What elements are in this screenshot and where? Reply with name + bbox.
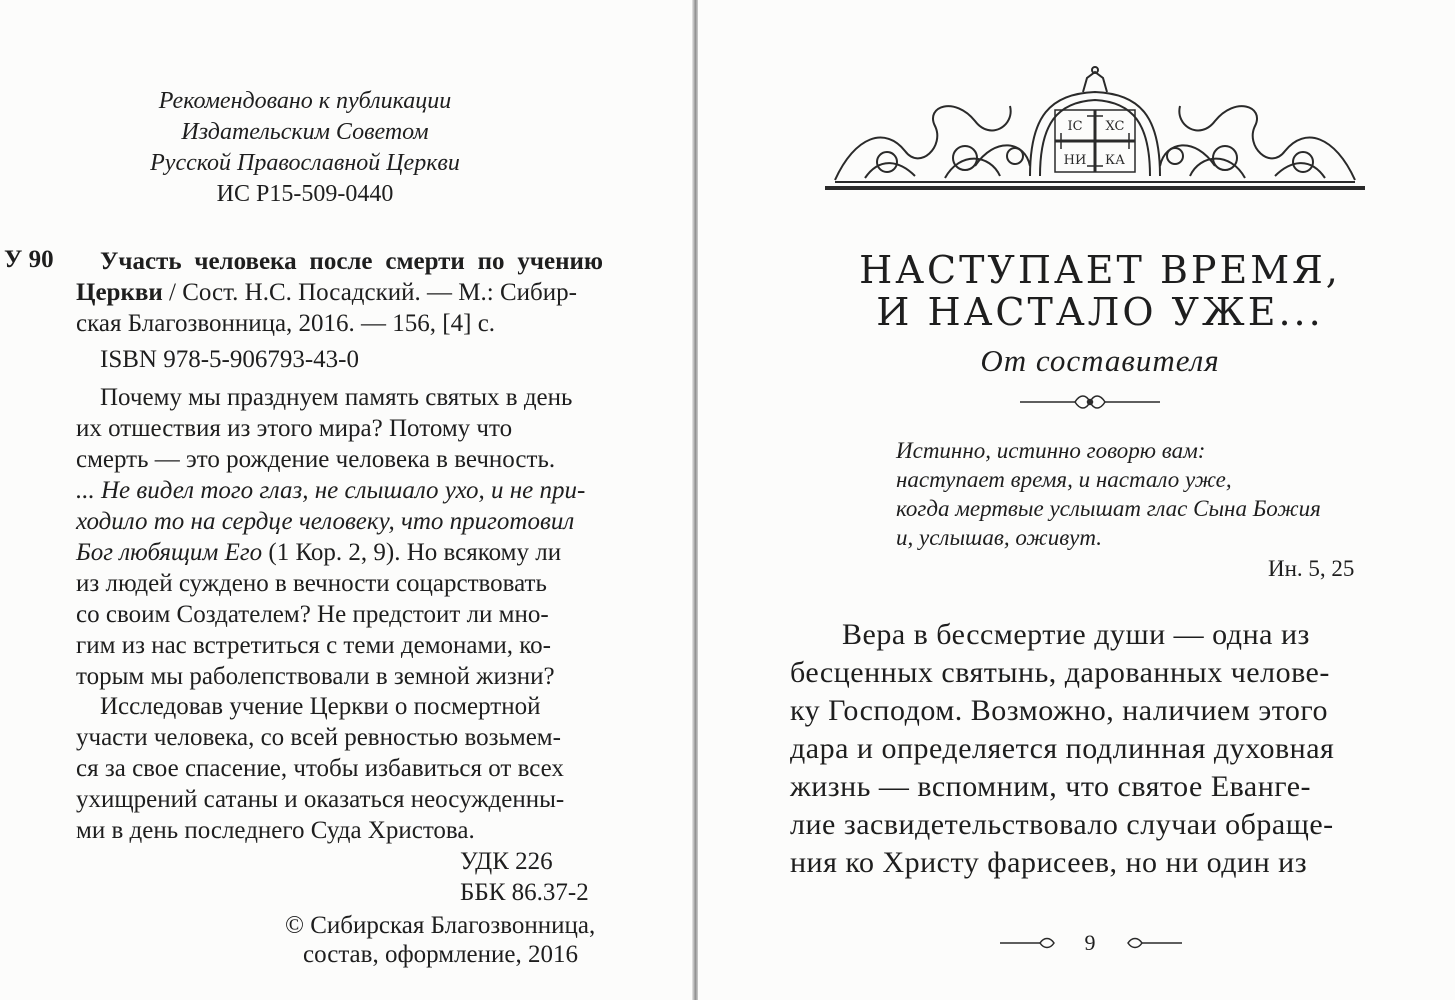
paragraph-line: из людей суждено в вечности соцарствовать [76, 570, 547, 597]
recommendation-line: Русской Православной Церкви [150, 150, 460, 176]
recommendation-line: Издательским Советом [181, 119, 429, 145]
paragraph-line: со своим Создателем? Не предстоит ли мно- [76, 601, 549, 628]
recommendation-code: ИС Р15-509-0440 [216, 181, 394, 207]
quote-reference: (1 Кор. 2, 9). Но всякому ли [262, 539, 562, 566]
quote-italic: Бог любящим Его [76, 539, 263, 566]
bib-line-3: ская Благозвонница, 2016. — 156, [4] с. [76, 310, 496, 337]
medallion-letters: XC [1105, 119, 1125, 134]
body-line: ку Господом. Возможно, наличием этого [790, 694, 1328, 727]
recommendation-line: Рекомендовано к публикации [158, 88, 452, 114]
copyright-line: © Сибирская Благозвонница, [285, 912, 596, 939]
chapter-title-line: НАСТУПАЕТ ВРЕМЯ, [859, 248, 1341, 292]
chapter-subtitle: От составителя [980, 343, 1220, 378]
paragraph-line: смерть — это рождение человека в вечность. [76, 446, 556, 473]
epigraph-line: Истинно, истинно говорю вам: [896, 438, 1206, 463]
ornamental-headpiece [825, 66, 1365, 206]
chapter-title-line: И НАСТАЛО УЖЕ... [876, 290, 1324, 334]
medallion-letters: НИ [1063, 153, 1087, 168]
page-number: 9 [1084, 930, 1096, 955]
paragraph-line: гим из нас встретиться с теми демонами, ко- [76, 632, 551, 659]
body-line: ния ко Христу фарисеев, но ни один из [790, 846, 1308, 879]
epigraph-reference: Ин. 5, 25 [1268, 556, 1355, 581]
body-line: лие засвидетельствовало случаи обраще- [790, 808, 1334, 841]
bbk-code: ББК 86.37-2 [460, 879, 589, 906]
paragraph-line: ми в день последнего Суда Христова. [76, 817, 475, 844]
body-line: Вера в бессмертие души — одна из [842, 618, 1310, 651]
quote-line-3 [76, 537, 561, 568]
body-line: дара и определяется подлинная духовная [790, 732, 1335, 765]
quote-line: ходило то на сердце человеку, что приготовил [76, 508, 575, 535]
paragraph-line: их отшествия из этого мира? Потому что [76, 415, 513, 442]
paragraph-line: Исследовав учение Церкви о посмертной [100, 693, 541, 720]
body-line: жизнь — вспомним, что святое Еванге- [790, 770, 1311, 803]
epigraph-line: наступает время, и настало уже, [896, 467, 1232, 492]
ornament-divider [1020, 392, 1160, 412]
bib-line-2 [76, 277, 577, 308]
paragraph-line: торым мы раболепствовали в земной жизни? [76, 663, 555, 690]
epigraph-line: и, услышав, оживут. [896, 525, 1103, 550]
copyright-line: состав, оформление, 2016 [303, 941, 579, 968]
medallion-letters: КА [1105, 153, 1125, 168]
bib-title-end: Церкви [76, 279, 163, 306]
epigraph-line: когда мертвые услышат глас Сына Божия [896, 496, 1321, 521]
catalog-number: У 90 [4, 246, 54, 273]
isbn: ISBN 978-5-906793-43-0 [100, 346, 360, 373]
page-number-ornament-left [1000, 936, 1060, 950]
paragraph-line: участи человека, со всей ревностью возьмем- [76, 724, 561, 751]
body-line: бесценных святынь, дарованных челове- [790, 656, 1330, 689]
bib-publisher: / Сост. Н.С. Посадский. — М.: Сибир- [162, 279, 577, 306]
quote-line: ... Не видел того глаз, не слышало ухо, и не при- [76, 477, 586, 504]
page-number-ornament-right [1122, 936, 1182, 950]
bib-title-line: Участь человека после смерти по учению [100, 248, 603, 275]
udk-code: УДК 226 [460, 848, 553, 875]
paragraph-line: ухищрений сатаны и оказаться неосужденны- [76, 786, 565, 813]
recommendation-block [130, 86, 480, 210]
medallion-letters: IC [1067, 119, 1083, 134]
paragraph-line: ся за свое спасение, чтобы избавиться от всех [76, 755, 564, 782]
paragraph-line: Почему мы празднуем память святых в день [100, 384, 573, 411]
